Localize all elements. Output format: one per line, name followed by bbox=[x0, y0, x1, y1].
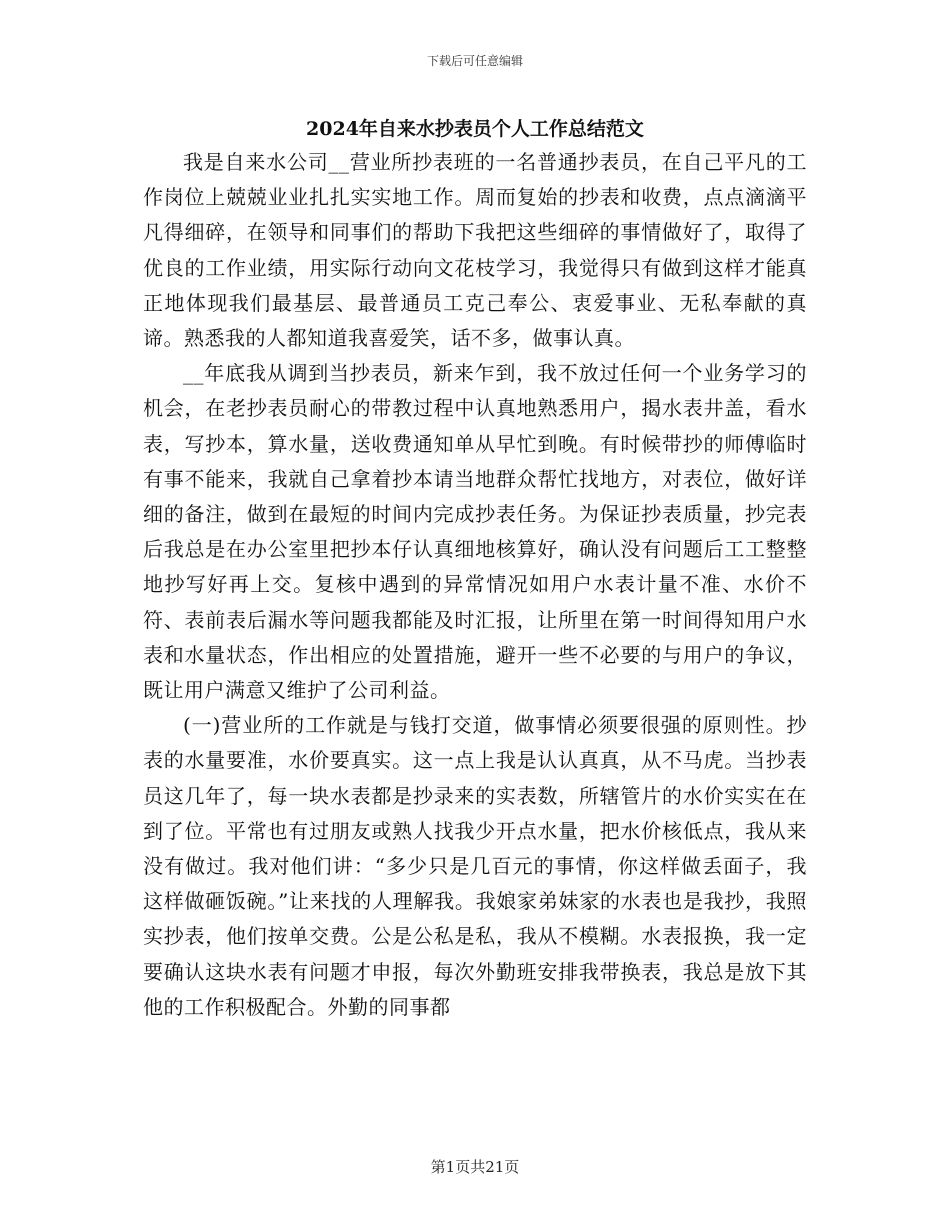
paragraph-2: __年底我从调到当抄表员，新来乍到，我不放过任何一个业务学习的机会，在老抄表员耐心的带教过程中认真地熟悉用户，揭水表井盖，看水表，写抄本，算水量，送收费通知单从早忙到晚。有时候带抄的师傅临时有事不能来，我就自己拿着抄本请当地群众帮忙找地方，对表位，做好详细的备注，做到在最短的时间内完成抄表任务。为保证抄表质量，抄完表后我总是在办公室里把抄本仔认真细地核算好，确认没有问题后工工整整地抄写好再上交。复核中遇到的异常情况如用户水表计量不准、水价不符、表前表后漏水等问题我都能及时汇报，让所里在第一时间得知用户水表和水量状态，作出相应的处置措施，避开一些不必要的与用户的争议，既让用户满意又维护了公司利益。 bbox=[143, 361, 807, 703]
page-footer-number: 第1页共21页 bbox=[430, 1158, 520, 1176]
paragraph-3: (一)营业所的工作就是与钱打交道，做事情必须要很强的原则性。抄表的水量要准，水价要真实。这一点上我是认认真真，从不马虎。当抄表员这几年了，每一块水表都是抄录来的实表数，所辖管片的水价实实在在到了位。平常也有过朋友或熟人找我少开点水量，把水价核低点，我从来没有做过。我对他们讲：“多少只是几百元的事情，你这样做丢面子，我这样做砸饭碗。”让来找的人理解我。我娘家弟妹家的水表也是我抄，我照实抄表，他们按单交费。公是公私是私，我从不模糊。水表报换，我一定要确认这块水表有问题才申报，每次外勤班安排我带换表，我总是放下其他的工作积极配合。外勤的同事都 bbox=[143, 713, 807, 1019]
page-title: 2024年自来水抄表员个人工作总结范文 bbox=[306, 118, 644, 140]
page-header-note: 下载后可任意编辑 bbox=[426, 54, 523, 68]
document-body bbox=[143, 145, 807, 1025]
paragraph-1: 我是自来水公司__营业所抄表班的一名普通抄表员，在自己平凡的工作岗位上兢兢业业扎扎实实地工作。周而复始的抄表和收费，点点滴滴平凡得细碎，在领导和同事们的帮助下我把这些细碎的事情做好了，取得了优良的工作业绩，用实际行动向文花枝学习，我觉得只有做到这样才能真正地体现我们最基层、最普通员工克己奉公、衷爱事业、无私奉献的真谛。熟悉我的人都知道我喜爱笑，话不多，做事认真。 bbox=[143, 150, 807, 351]
